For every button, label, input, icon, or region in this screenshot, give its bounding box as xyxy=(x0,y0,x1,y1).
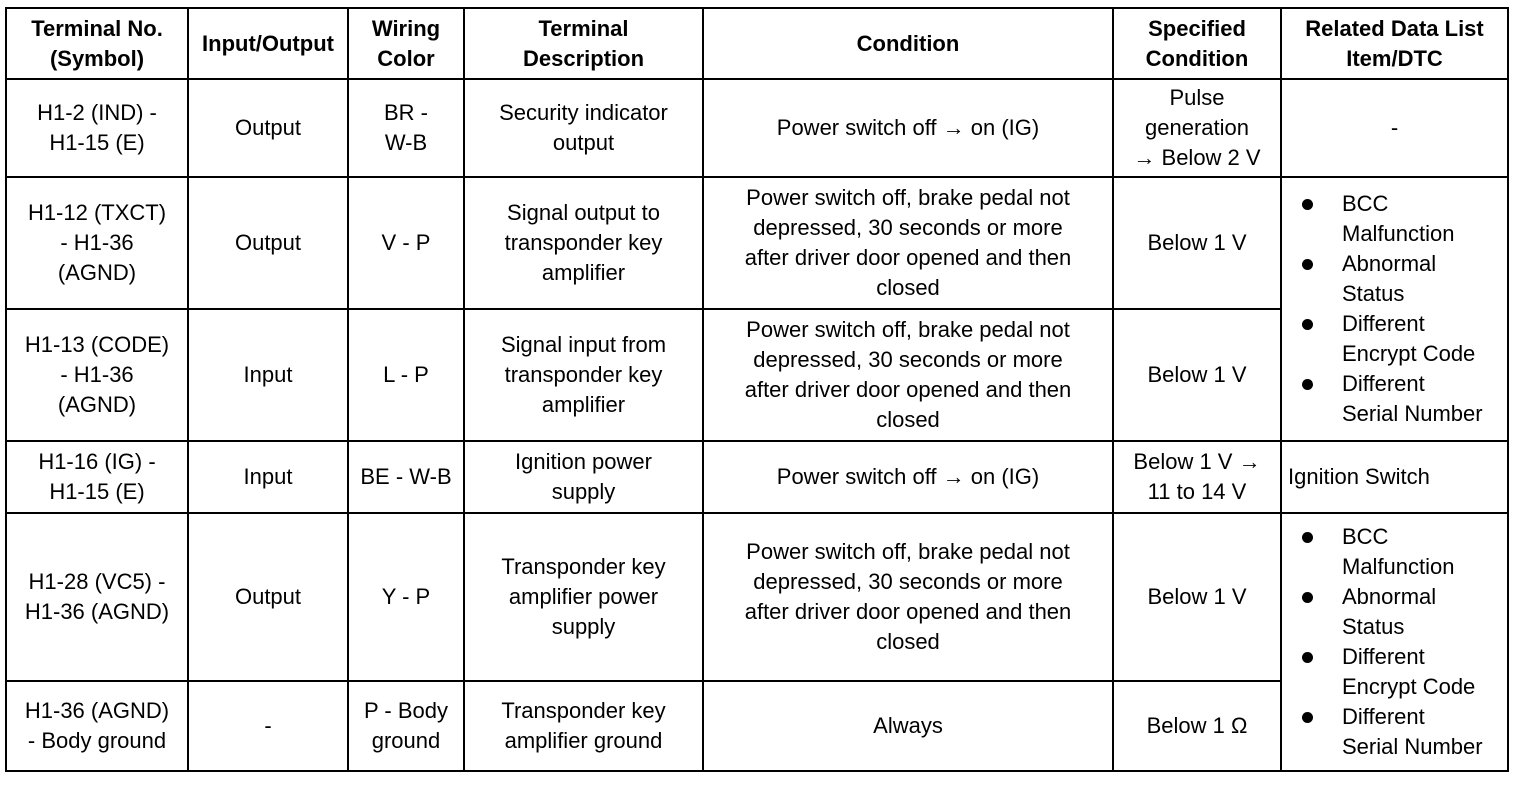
list-item: BCC Malfunction xyxy=(1294,189,1503,249)
terminal-cell: H1-13 (CODE) - H1-36 (AGND) xyxy=(6,309,188,441)
list-item: Abnormal Status xyxy=(1294,582,1503,642)
table-row xyxy=(6,441,1508,513)
terminal-table xyxy=(5,7,1509,772)
terminal-cell: H1-2 (IND) - H1-15 (E) xyxy=(6,79,188,177)
description-cell: Security indicator output xyxy=(464,79,703,177)
description-cell: Signal input from transponder key amplifier xyxy=(464,309,703,441)
terminal-cell: H1-28 (VC5) - H1-36 (AGND) xyxy=(6,513,188,681)
condition-cell: Power switch off, brake pedal not depressed, 30 seconds or more after driver door opened and then closed xyxy=(703,177,1113,309)
header-input-output: Input/Output xyxy=(188,8,348,79)
condition-cell: Power switch off, brake pedal not depressed, 30 seconds or more after driver door opened and then closed xyxy=(703,513,1113,681)
header-specified-condition: Specified Condition xyxy=(1113,8,1281,79)
related-cell: - xyxy=(1281,79,1508,177)
bullet-icon xyxy=(1302,652,1313,663)
bullet-icon xyxy=(1302,712,1313,723)
io-cell: Input xyxy=(188,309,348,441)
description-cell: Ignition power supply xyxy=(464,441,703,513)
specified-cell: Pulse generation → Below 2 V xyxy=(1113,79,1281,177)
wiring-color-cell: V - P xyxy=(348,177,464,309)
related-dtc-list xyxy=(1286,522,1503,762)
related-dtc-list xyxy=(1286,189,1503,429)
specified-cell: Below 1 V xyxy=(1113,177,1281,309)
condition-cell: Power switch off → on (IG) xyxy=(703,441,1113,513)
header-wiring-color: Wiring Color xyxy=(348,8,464,79)
list-item: Different Encrypt Code xyxy=(1294,642,1503,702)
specified-cell: Below 1 V xyxy=(1113,513,1281,681)
io-cell: Output xyxy=(188,79,348,177)
description-cell: Transponder key amplifier ground xyxy=(464,681,703,771)
specified-cell: Below 1 V → 11 to 14 V xyxy=(1113,441,1281,513)
related-cell xyxy=(1281,513,1508,771)
list-item: Abnormal Status xyxy=(1294,249,1503,309)
bullet-icon xyxy=(1302,259,1313,270)
header-related-data: Related Data List Item/DTC xyxy=(1281,8,1508,79)
specified-cell: Below 1 V xyxy=(1113,309,1281,441)
io-cell: Input xyxy=(188,441,348,513)
wiring-color-cell: BE - W-B xyxy=(348,441,464,513)
io-cell: Output xyxy=(188,513,348,681)
header-terminal-no: Terminal No. (Symbol) xyxy=(6,8,188,79)
bullet-icon xyxy=(1302,319,1313,330)
condition-cell: Power switch off → on (IG) xyxy=(703,79,1113,177)
wiring-color-cell: L - P xyxy=(348,309,464,441)
header-condition: Condition xyxy=(703,8,1113,79)
condition-cell: Power switch off, brake pedal not depressed, 30 seconds or more after driver door opened and then closed xyxy=(703,309,1113,441)
table-row xyxy=(6,177,1508,309)
terminal-cell: H1-12 (TXCT) - H1-36 (AGND) xyxy=(6,177,188,309)
related-cell: Ignition Switch xyxy=(1281,441,1508,513)
description-cell: Transponder key amplifier power supply xyxy=(464,513,703,681)
bullet-icon xyxy=(1302,199,1313,210)
header-terminal-description: Terminal Description xyxy=(464,8,703,79)
wiring-color-cell: P - Body ground xyxy=(348,681,464,771)
terminal-cell: H1-36 (AGND) - Body ground xyxy=(6,681,188,771)
wiring-color-cell: BR - W-B xyxy=(348,79,464,177)
list-item: Different Encrypt Code xyxy=(1294,309,1503,369)
bullet-icon xyxy=(1302,592,1313,603)
bullet-icon xyxy=(1302,379,1313,390)
table-row xyxy=(6,79,1508,177)
bullet-icon xyxy=(1302,532,1313,543)
terminal-cell: H1-16 (IG) - H1-15 (E) xyxy=(6,441,188,513)
related-cell xyxy=(1281,177,1508,441)
wiring-color-cell: Y - P xyxy=(348,513,464,681)
io-cell: Output xyxy=(188,177,348,309)
condition-cell: Always xyxy=(703,681,1113,771)
list-item: BCC Malfunction xyxy=(1294,522,1503,582)
list-item: Different Serial Number xyxy=(1294,702,1503,762)
list-item: Different Serial Number xyxy=(1294,369,1503,429)
io-cell: - xyxy=(188,681,348,771)
table-header-row xyxy=(6,8,1508,79)
table-row xyxy=(6,513,1508,681)
description-cell: Signal output to transponder key amplifier xyxy=(464,177,703,309)
specified-cell: Below 1 Ω xyxy=(1113,681,1281,771)
